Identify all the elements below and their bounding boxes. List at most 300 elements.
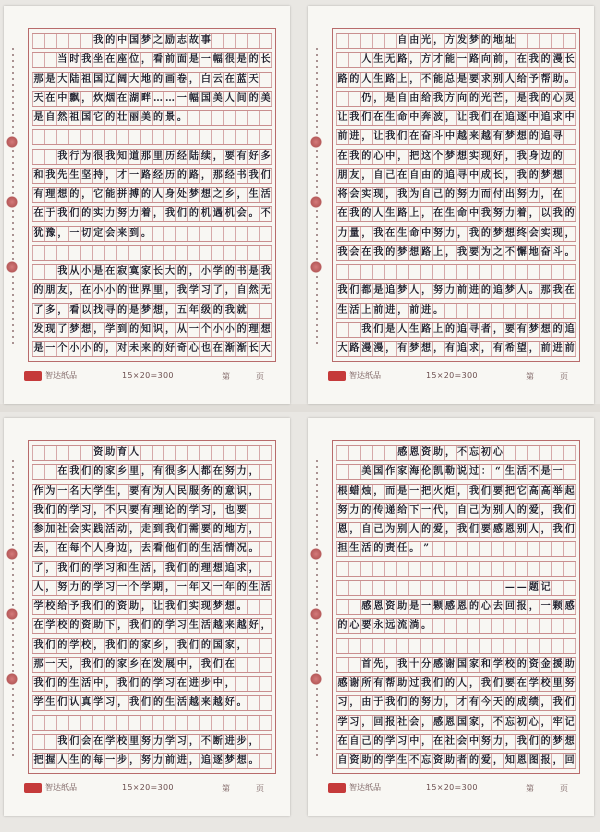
grid-cell: 追	[200, 755, 211, 766]
grid-cell: 梦	[528, 323, 539, 335]
grid-cell: 人	[409, 524, 420, 535]
grid-row	[32, 72, 272, 88]
grid-cell: 卷	[176, 73, 187, 85]
grid-cell: 会	[69, 524, 80, 535]
grid-cell: 家	[141, 639, 152, 651]
grid-cell	[141, 130, 153, 144]
grid-cell: 在	[385, 227, 396, 239]
grid-cell: 美	[361, 466, 372, 478]
grid-cell	[188, 246, 200, 260]
grid-cell	[397, 562, 409, 576]
grid-cell: 能	[433, 73, 444, 85]
grid-cell: ，	[504, 54, 515, 66]
grid-cell: 生	[200, 543, 211, 555]
grid-cell	[32, 716, 45, 730]
grid-cell: ，	[421, 735, 432, 747]
page-footer	[328, 780, 580, 798]
grid-cell: 逐	[212, 755, 223, 766]
grid-cell: 陆	[188, 150, 199, 162]
grid-cell: ，	[81, 189, 92, 200]
grid-cell: 下	[409, 504, 420, 516]
grid-row	[32, 226, 272, 242]
grid-cell: 回	[564, 755, 575, 766]
grid-cell: ，	[397, 150, 408, 162]
grid-cell: 们	[260, 169, 271, 181]
grid-row	[32, 464, 272, 480]
grid-cell	[540, 34, 552, 48]
grid-cell: 梦	[504, 285, 515, 297]
grid-cell: 。	[141, 227, 152, 239]
grid-cell: …	[153, 92, 163, 104]
grid-cell: 要	[504, 323, 515, 335]
grid-cell	[200, 246, 212, 260]
grid-cell: 路	[337, 73, 348, 85]
grid-cell: ，	[361, 131, 372, 143]
grid-cell: 资	[421, 447, 432, 458]
grid-cell	[260, 485, 272, 499]
grid-cell: 的	[105, 658, 116, 670]
grid-cell: 中	[176, 658, 187, 670]
grid-cell: 我	[516, 735, 527, 747]
grid-cell	[260, 246, 272, 260]
grid-cell	[457, 562, 469, 576]
grid-cell: 学	[188, 504, 199, 516]
grid-cell: 在	[212, 466, 223, 478]
grid-cell: ，	[81, 92, 92, 104]
grid-row	[32, 168, 272, 184]
grid-cell: 在	[361, 246, 372, 258]
grid-cell: 首	[361, 658, 372, 670]
grid-cell: 恩	[504, 524, 515, 535]
grid-cell: ，	[421, 285, 432, 297]
grid-cell: 在	[33, 208, 44, 220]
grid-cell: 的	[141, 678, 152, 689]
grid-cell	[248, 34, 260, 48]
grid-cell: ，	[164, 323, 175, 335]
grid-cell: 一	[457, 54, 467, 66]
grid-cell	[164, 716, 176, 730]
grid-cell: 我	[480, 208, 491, 220]
grid-cell: 那	[33, 658, 44, 670]
grid-cell: 恩	[516, 755, 527, 766]
grid-cell: 小	[81, 343, 92, 354]
grid-cell: 会	[457, 735, 467, 747]
grid-cell: 我	[81, 54, 92, 66]
grid-cell: 犹	[33, 227, 44, 239]
grid-cell	[468, 304, 480, 318]
grid-cell	[32, 465, 45, 479]
grid-cell: 人	[504, 73, 515, 85]
grid-cell	[349, 639, 361, 653]
grid-cell	[385, 581, 397, 595]
grid-cell: 有	[33, 189, 44, 200]
grid-cell	[457, 542, 469, 556]
grid-cell: 感	[433, 716, 444, 728]
grid-cell: 们	[564, 697, 575, 709]
grid-cell: 过	[409, 678, 420, 689]
grid-cell: 我	[57, 562, 68, 574]
grid-cell: 力	[105, 208, 116, 220]
grid-cell: 是	[188, 54, 199, 66]
grid-cell: 大	[81, 485, 92, 497]
grid-cell: 的	[212, 524, 223, 535]
grid-cell	[260, 227, 272, 241]
grid-cell: 理	[248, 323, 259, 335]
grid-cell: 是	[457, 73, 467, 85]
grid-cell: 越	[188, 697, 199, 709]
grid-cell: 生	[373, 73, 384, 85]
grid-cell: 我	[480, 678, 491, 689]
grid-cell: 家	[117, 658, 128, 670]
grid-cell: 知	[117, 150, 128, 162]
grid-cell: 努	[224, 466, 235, 478]
grid-cell: 实	[540, 227, 551, 239]
grid-cell: 。	[528, 285, 539, 297]
grid-cell: 才	[433, 54, 444, 66]
grid-cell: 的	[516, 658, 527, 670]
grid-cell: 我	[361, 323, 372, 335]
grid-row	[336, 541, 576, 557]
grid-cell	[93, 716, 105, 730]
grid-cell: 实	[93, 208, 104, 220]
grid-cell: 有	[492, 343, 503, 354]
grid-cell: 前	[564, 343, 575, 354]
grid-cell: 心	[373, 150, 384, 162]
grid-cell: 梦	[445, 150, 456, 162]
grid-cell: ，	[349, 524, 360, 535]
binding-seal	[6, 548, 18, 560]
grid-cell	[564, 542, 576, 556]
grid-cell: 生	[409, 323, 420, 335]
grid-cell: 奋	[540, 246, 551, 258]
grid-cell: 。	[433, 304, 444, 316]
grid-cell: 找	[93, 304, 104, 316]
grid-cell: 越	[457, 131, 467, 143]
grid-cell: 我	[57, 150, 68, 162]
grid-cell	[32, 735, 45, 749]
grid-cell: 在	[33, 620, 44, 632]
grid-cell: 力	[433, 697, 444, 709]
grid-cell: 火	[433, 485, 444, 497]
grid-cell: 我	[224, 304, 235, 316]
grid-cell: 自	[373, 169, 384, 181]
grid-cell: 个	[200, 323, 211, 335]
grid-cell: 学	[492, 658, 503, 670]
grid-cell: 想	[457, 150, 467, 162]
grid-cell	[492, 619, 504, 633]
grid-cell	[540, 542, 552, 556]
grid-cell: ，	[349, 697, 360, 709]
grid-cell: 年	[188, 581, 199, 593]
grid-cell: 说	[457, 466, 467, 478]
grid-cell	[200, 716, 212, 730]
grid-cell	[57, 130, 69, 144]
grid-cell: ，	[528, 208, 539, 220]
grid-cell: 的	[117, 285, 128, 297]
grid-cell: 们	[45, 639, 56, 651]
grid-cell: 人	[409, 285, 420, 297]
grid-cell	[361, 446, 373, 460]
grid-cell: ，	[409, 54, 420, 66]
grid-cell	[32, 130, 45, 144]
grid-cell: 牢	[552, 716, 563, 728]
grid-cell: 生	[164, 697, 175, 709]
grid-cell: 进	[176, 755, 187, 766]
grid-cell: 的	[117, 304, 128, 316]
grid-cell: 资	[385, 601, 396, 612]
grid-cell	[212, 716, 224, 730]
grid-cell: 我	[176, 285, 187, 297]
grid-cell	[164, 130, 176, 144]
grid-cell	[385, 446, 397, 460]
grid-cell: 自	[457, 504, 467, 516]
grid-cell: 想	[212, 562, 223, 574]
grid-cell: 多	[260, 150, 271, 162]
grid-cell: 以	[540, 208, 551, 220]
grid-cell: 和	[117, 562, 128, 574]
grid-cell: 为	[480, 246, 491, 258]
grid-cell: 从	[176, 323, 187, 335]
grid-cell: 懈	[516, 246, 527, 258]
grid-cell	[433, 265, 445, 279]
grid-cell: 的	[361, 150, 372, 162]
grid-cell: ，	[188, 73, 199, 85]
grid-cell: 的	[433, 169, 444, 181]
grid-cell: 我	[164, 601, 175, 612]
grid-cell: 在	[492, 112, 503, 123]
grid-cell: 我	[349, 112, 360, 123]
grid-cell	[336, 465, 349, 479]
grid-cell: 我	[33, 504, 44, 516]
grid-cell: 间	[236, 92, 247, 104]
grid-cell: 在	[105, 266, 116, 277]
grid-cell: 上	[409, 208, 420, 220]
grid-cell: 学	[105, 735, 116, 747]
grid-cell: 展	[164, 658, 175, 670]
grid-cell	[248, 504, 260, 518]
grid-cell: 梦	[397, 246, 408, 258]
grid-cell	[528, 619, 540, 633]
grid-cell	[117, 716, 129, 730]
grid-cell: 感	[361, 601, 372, 612]
grid-cell: 让	[457, 112, 467, 123]
grid-cell: 友	[349, 169, 360, 181]
grid-cell: 求	[468, 343, 479, 354]
grid-cell: 践	[93, 524, 104, 535]
grid-cell: ，	[93, 504, 104, 516]
grid-cell: 到	[129, 227, 140, 239]
grid-cell	[457, 581, 469, 595]
grid-cell: 一	[45, 658, 56, 670]
grid-cell: 人	[33, 581, 44, 593]
grid-cell	[81, 446, 93, 460]
grid-cell: 的	[552, 323, 563, 335]
grid-cell	[81, 34, 93, 48]
grid-cell: 家	[141, 266, 152, 277]
grid-cell: 光	[421, 35, 432, 46]
grid-cell: 感	[492, 524, 503, 535]
grid-cell: 会	[236, 208, 247, 220]
grid-cell	[540, 446, 552, 460]
grid-cell: 活	[212, 543, 223, 555]
grid-cell	[141, 716, 153, 730]
grid-cell: 社	[397, 716, 408, 728]
grid-cell: 美	[260, 92, 271, 104]
grid-cell	[504, 562, 516, 576]
grid-cell	[260, 465, 272, 479]
grid-cell	[105, 246, 117, 260]
grid-cell: 的	[248, 92, 259, 104]
grid-cell: 我	[433, 92, 444, 104]
grid-cell: 在	[57, 466, 68, 478]
grid-cell: 己	[433, 189, 444, 200]
grid-cell: 我	[33, 639, 44, 651]
grid-cell	[141, 446, 153, 460]
grid-row	[336, 303, 576, 319]
grid-cell: 有	[141, 485, 152, 497]
grid-cell: 家	[397, 466, 408, 478]
grid-cell: 蜡	[349, 485, 360, 497]
grid-cell: 在	[212, 343, 223, 354]
grid-cell	[69, 130, 81, 144]
grid-row	[336, 484, 576, 500]
grid-cell: 长	[260, 54, 271, 66]
grid-cell: 人	[528, 524, 539, 535]
grid-cell: ，	[236, 639, 247, 651]
grid-cell: 真	[81, 697, 92, 709]
grid-cell: 前	[492, 54, 503, 66]
grid-cell: 小	[200, 266, 211, 277]
grid-cell: 个	[81, 543, 92, 555]
grid-cell: 级	[200, 304, 211, 316]
grid-cell: 们	[129, 678, 140, 689]
grid-cell: 我	[421, 678, 432, 689]
grid-cell: 的	[105, 35, 116, 46]
grid-cell: 资	[93, 447, 104, 458]
grid-cell	[200, 227, 212, 241]
grid-cell: 的	[528, 169, 539, 181]
grid-cell: 学	[212, 266, 223, 277]
grid-cell: 炬	[445, 485, 456, 497]
grid-cell: 的	[176, 169, 187, 181]
grid-cell: 中	[409, 735, 420, 747]
grid-cell: 为	[81, 150, 92, 162]
grid-cell	[361, 562, 373, 576]
grid-cell: 很	[93, 150, 104, 162]
grid-cell	[260, 111, 272, 125]
grid-cell: ，	[492, 755, 503, 766]
grid-cell: 乡	[224, 189, 235, 200]
grid-cell	[81, 130, 93, 144]
grid-cell: 学	[164, 735, 175, 747]
grid-cell: 有	[236, 150, 247, 162]
grid-cell: 习	[397, 735, 408, 747]
grid-cell: 予	[69, 601, 80, 612]
grid-cell: 学	[45, 620, 56, 632]
grid-cell: 心	[480, 601, 491, 612]
grid-cell: 一	[45, 343, 56, 354]
grid-cell: 里	[153, 150, 163, 162]
grid-cell: 漫	[552, 54, 563, 66]
grid-cell: 生	[504, 466, 515, 478]
grid-cell: 的	[176, 504, 187, 516]
grid-cell: 越	[236, 620, 247, 632]
grid-cell: 的	[57, 504, 68, 516]
grid-cell: 坚	[81, 169, 92, 181]
grid-cell: 我	[457, 246, 467, 258]
grid-cell: 们	[373, 323, 384, 335]
grid-cell: 学	[33, 697, 44, 709]
grid-cell: 我	[33, 678, 44, 689]
grid-cell: 人	[57, 755, 68, 766]
grid-cell: 助	[397, 678, 408, 689]
grid-cell: 有	[397, 343, 408, 354]
grid-row	[32, 52, 272, 68]
grid-cell: 梦	[468, 35, 479, 46]
grid-cell: 的	[445, 189, 456, 200]
grid-cell: 有	[373, 678, 384, 689]
grid-cell: 期	[153, 581, 163, 593]
grid-cell: 边	[117, 543, 128, 555]
grid-cell	[409, 581, 421, 595]
grid-cell: 学	[141, 581, 152, 593]
grid-cell: 一	[552, 466, 563, 478]
page-label-end: 页	[560, 784, 568, 793]
grid-cell: 我	[516, 169, 527, 181]
grid-cell: 我	[57, 266, 68, 277]
grid-cell: 我	[57, 208, 68, 220]
grid-cell	[45, 34, 57, 48]
grid-cell: 然	[248, 285, 259, 297]
grid-cell: ，	[373, 485, 384, 497]
grid-cell: 波	[433, 112, 444, 123]
grid-cell: 面	[176, 54, 187, 66]
grid-cell: 凯	[433, 466, 444, 478]
grid-cell: 忘	[421, 755, 432, 766]
grid-cell: 梦	[552, 735, 563, 747]
grid-cell	[516, 619, 528, 633]
grid-cell: 白	[200, 73, 211, 85]
grid-cell: 生	[45, 697, 56, 709]
grid-cell	[336, 639, 349, 653]
grid-cell	[153, 246, 165, 260]
grid-cell: 帮	[540, 73, 551, 85]
grid-cell: 为	[153, 485, 163, 497]
grid-cell: 心	[528, 716, 539, 728]
grid-cell: 就	[236, 304, 247, 316]
grid-cell	[236, 130, 248, 144]
grid-cell: 处	[176, 189, 187, 200]
grid-cell: 社	[57, 524, 68, 535]
grid-cell: 它	[516, 485, 527, 497]
grid-cell: ，	[188, 755, 199, 766]
grid-cell	[468, 265, 480, 279]
grid-cell: 实	[468, 150, 479, 162]
grid-cell: 能	[105, 189, 116, 200]
grid-cell	[445, 639, 457, 653]
grid-cell: 也	[200, 343, 211, 354]
grid-cell: 海	[409, 466, 420, 478]
grid-cell: 在	[516, 54, 527, 66]
grid-cell	[260, 73, 272, 87]
grid-cell	[188, 716, 200, 730]
grid-cell: 作	[33, 485, 44, 497]
grid-cell: 努	[564, 678, 575, 689]
grid-cell: 学	[164, 620, 175, 632]
grid-cell: 的	[445, 323, 456, 335]
grid-cell	[528, 446, 540, 460]
grid-cell	[421, 581, 433, 595]
